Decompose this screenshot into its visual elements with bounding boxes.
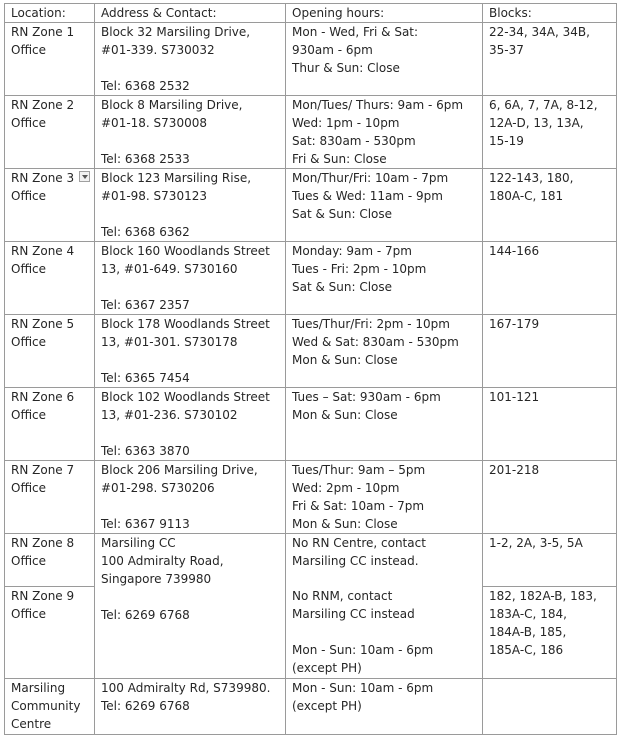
- hours-cell: [286, 315, 483, 388]
- location-line: Community: [11, 699, 81, 713]
- blocks-cell: [483, 169, 617, 242]
- hours-line: Marsiling CC instead: [292, 606, 415, 621]
- blocks-line: 180A-C, 181: [489, 189, 564, 203]
- hours-cell: [286, 534, 483, 587]
- address-cell: [95, 679, 286, 735]
- hours-line: Sat: 830am - 530pm: [292, 134, 416, 148]
- blocks-cell: [483, 315, 617, 388]
- tel-line: Tel: 6365 7454: [101, 371, 190, 385]
- blocks-line: 122-143, 180,: [489, 171, 574, 185]
- hours-line: Fri & Sat: 10am - 7pm: [292, 499, 425, 513]
- blocks-cell: [483, 242, 617, 315]
- table-row-zone-1: [5, 23, 617, 96]
- table-row-community-centre: [5, 679, 617, 735]
- address-line: 13, #01-301. S730178: [101, 335, 238, 349]
- location-line: Centre: [11, 717, 52, 731]
- location-cell: [5, 587, 95, 679]
- location-line: Office: [11, 262, 47, 276]
- address-line: Block 102 Woodlands Street: [101, 390, 270, 404]
- table-row-zone-6: [5, 388, 617, 461]
- header-location: Location:: [5, 4, 95, 23]
- dropdown-arrow-icon[interactable]: [79, 171, 90, 182]
- blocks-line: 183A-C, 184,: [489, 607, 567, 621]
- header-blocks: Blocks:: [483, 4, 617, 23]
- blocks-line: 182, 182A-B, 183,: [489, 589, 597, 603]
- blocks-line: 167-179: [489, 317, 540, 331]
- hours-line: Monday: 9am - 7pm: [292, 244, 412, 258]
- location-line: RN Zone 6: [11, 390, 75, 404]
- hours-line: Wed & Sat: 830am - 530pm: [292, 335, 459, 349]
- hours-line: Mon - Wed, Fri & Sat:: [292, 25, 419, 39]
- location-cell: [5, 461, 95, 534]
- table-row-zone-3: [5, 169, 617, 242]
- location-line: RN Zone 5: [11, 317, 75, 331]
- hours-cell: [286, 587, 483, 679]
- hours-line: Mon & Sun: Close: [292, 408, 398, 422]
- location-line: RN Zone 1: [11, 25, 75, 39]
- location-cell: [5, 169, 95, 242]
- table-row-zone-5: [5, 315, 617, 388]
- location-line: RN Zone 3: [11, 171, 75, 185]
- tel-line: Tel: 6367 9113: [101, 517, 190, 531]
- location-line: Office: [11, 481, 47, 495]
- address-line: #01-98. S730123: [101, 189, 207, 203]
- hours-line: Sat & Sun: Close: [292, 207, 393, 221]
- location-line: Office: [11, 116, 47, 130]
- address-cell: [95, 23, 286, 96]
- blocks-line: 6, 6A, 7, 7A, 8-12,: [489, 98, 598, 112]
- blocks-line: 35-37: [489, 43, 524, 57]
- address-line: Block 123 Marsiling Rise,: [101, 171, 252, 185]
- address-line: 100 Admiralty Rd, S739980.: [101, 681, 271, 695]
- location-line: RN Zone 9: [11, 589, 75, 603]
- hours-line: Mon - Sun: 10am - 6pm: [292, 642, 434, 657]
- tel-line: Tel: 6368 6362: [101, 225, 190, 239]
- address-line: Marsiling CC: [101, 536, 176, 550]
- blocks-cell: [483, 587, 617, 679]
- hours-line: No RNM, contact: [292, 588, 393, 603]
- address-cell: [95, 461, 286, 534]
- header-address: Address & Contact:: [95, 4, 286, 23]
- location-line: Office: [11, 554, 47, 568]
- blocks-line: 101-121: [489, 390, 540, 404]
- blocks-line: 15-19: [489, 134, 524, 148]
- location-line: RN Zone 7: [11, 463, 75, 477]
- hours-cell: [286, 169, 483, 242]
- address-line: #01-298. S730206: [101, 481, 215, 495]
- address-cell: [95, 388, 286, 461]
- blocks-cell: [483, 23, 617, 96]
- tel-line: Tel: 6367 2357: [101, 298, 190, 312]
- location-line: Office: [11, 408, 47, 422]
- location-cell: [5, 242, 95, 315]
- hours-cell: [286, 23, 483, 96]
- tel-line: Tel: 6269 6768: [101, 699, 190, 713]
- hours-cell: [286, 679, 483, 735]
- hours-line: Wed: 2pm - 10pm: [292, 481, 400, 495]
- address-line: Block 160 Woodlands Street: [101, 244, 270, 258]
- hours-line: No RN Centre, contact: [292, 536, 426, 550]
- location-line: RN Zone 8: [11, 536, 75, 550]
- blocks-line: 144-166: [489, 244, 540, 258]
- table-row-zone-4: [5, 242, 617, 315]
- location-cell: [5, 96, 95, 169]
- table-row-zone-8: [5, 534, 617, 587]
- address-cell: [95, 315, 286, 388]
- hours-line: (except PH): [292, 699, 362, 713]
- location-cell: [5, 315, 95, 388]
- hours-line: Fri & Sun: Close: [292, 152, 387, 166]
- address-line: 13, #01-649. S730160: [101, 262, 238, 276]
- blocks-line: 184A-B, 185,: [489, 625, 567, 639]
- address-line: 100 Admiralty Road,: [101, 554, 224, 568]
- hours-line: Tues – Sat: 930am - 6pm: [292, 390, 441, 404]
- blocks-cell: [483, 461, 617, 534]
- location-cell: [5, 679, 95, 735]
- hours-line: Thur & Sun: Close: [292, 61, 400, 75]
- location-line: Office: [11, 189, 47, 203]
- hours-line: Sat & Sun: Close: [292, 280, 393, 294]
- hours-cell: [286, 461, 483, 534]
- hours-cell: [286, 242, 483, 315]
- address-line: Block 178 Woodlands Street: [101, 317, 270, 331]
- blocks-cell: [483, 96, 617, 169]
- hours-line: Wed: 1pm - 10pm: [292, 116, 400, 130]
- tel-line: Tel: 6363 3870: [101, 444, 190, 458]
- blocks-cell-empty: [483, 679, 617, 735]
- blocks-line: 12A-D, 13, 13A,: [489, 116, 584, 130]
- hours-line: 930am - 6pm: [292, 43, 373, 57]
- table-row-zone-2: [5, 96, 617, 169]
- hours-line: Tues/Thur: 9am – 5pm: [292, 463, 426, 477]
- tel-line: Tel: 6368 2533: [101, 152, 190, 166]
- hours-cell: [286, 388, 483, 461]
- address-line: 13, #01-236. S730102: [101, 408, 238, 422]
- hours-line: Tues & Wed: 11am - 9pm: [292, 189, 443, 203]
- address-line: Block 206 Marsiling Drive,: [101, 463, 258, 477]
- location-cell: [5, 23, 95, 96]
- hours-line: Mon/Tues/ Thurs: 9am - 6pm: [292, 98, 464, 112]
- hours-cell: [286, 96, 483, 169]
- hours-line: (except PH): [292, 660, 362, 675]
- address-line: Block 32 Marsiling Drive,: [101, 25, 251, 39]
- address-cell: [95, 169, 286, 242]
- table-row-zone-7: [5, 461, 617, 534]
- hours-line: Tues/Thur/Fri: 2pm - 10pm: [292, 317, 450, 331]
- location-line: Office: [11, 335, 47, 349]
- location-line: RN Zone 2: [11, 98, 75, 112]
- address-cell: [95, 96, 286, 169]
- rn-office-table: [4, 3, 617, 735]
- blocks-line: 185A-C, 186: [489, 643, 564, 657]
- hours-line: Mon & Sun: Close: [292, 517, 398, 531]
- location-cell: [5, 534, 95, 587]
- tel-line: Tel: 6269 6768: [101, 608, 190, 622]
- blocks-line: 201-218: [489, 463, 540, 477]
- blocks-line: 22-34, 34A, 34B,: [489, 25, 590, 39]
- hours-line: Marsiling CC instead.: [292, 554, 419, 568]
- location-line: RN Zone 4: [11, 244, 75, 258]
- address-cell-merged: [95, 534, 286, 679]
- hours-line: Mon & Sun: Close: [292, 353, 398, 367]
- address-line: Singapore 739980: [101, 572, 212, 586]
- hours-line: Mon/Thur/Fri: 10am - 7pm: [292, 171, 449, 185]
- hours-line: Tues - Fri: 2pm - 10pm: [292, 262, 427, 276]
- blocks-line: 1-2, 2A, 3-5, 5A: [489, 536, 583, 550]
- blocks-cell: [483, 534, 617, 587]
- address-line: #01-18. S730008: [101, 116, 207, 130]
- location-line: Office: [11, 43, 47, 57]
- location-line: Office: [11, 607, 47, 621]
- hours-line: Mon - Sun: 10am - 6pm: [292, 681, 434, 695]
- location-cell: [5, 388, 95, 461]
- tel-line: Tel: 6368 2532: [101, 79, 190, 93]
- address-cell: [95, 242, 286, 315]
- blocks-cell: [483, 388, 617, 461]
- address-line: Block 8 Marsiling Drive,: [101, 98, 243, 112]
- header-hours: Opening hours:: [286, 4, 483, 23]
- location-line: Marsiling: [11, 681, 66, 695]
- address-line: #01-339. S730032: [101, 43, 215, 57]
- table-header-row: [5, 4, 617, 23]
